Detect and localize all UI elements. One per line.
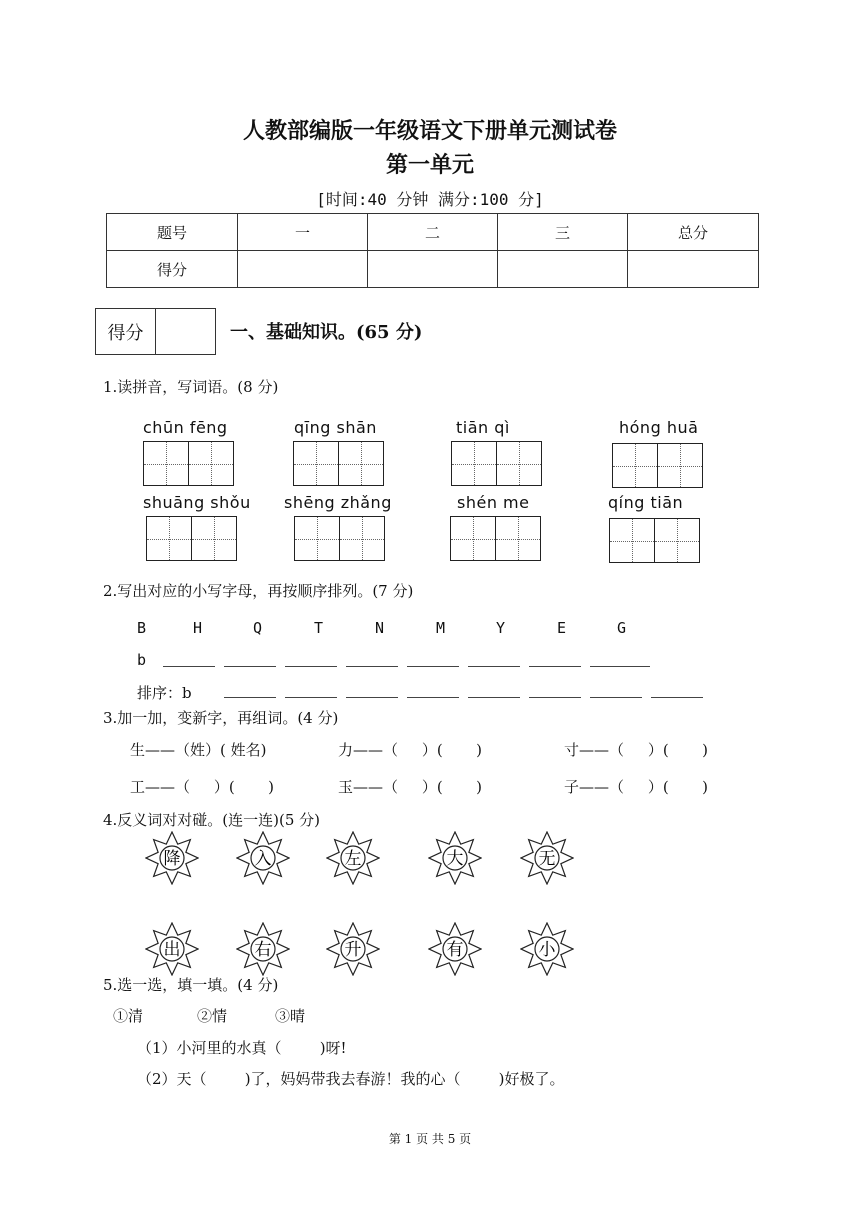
sort-label: 排序：b <box>137 684 192 702</box>
writing-grid[interactable] <box>609 518 698 563</box>
score-row-label: 得分 <box>107 251 238 288</box>
sort-blanks[interactable] <box>224 683 724 702</box>
sun-badge[interactable] <box>236 831 290 885</box>
uppercase-letter: G <box>617 619 627 637</box>
question-5-prompt: 5.选一选，填一填。(4 分) <box>103 976 279 994</box>
section-score-label: 得分 <box>96 309 156 354</box>
question-4-prompt: 4.反义词对对碰。(连一连)(5 分) <box>103 811 321 829</box>
uppercase-letter: N <box>375 619 385 637</box>
section-score-entry[interactable] <box>156 309 215 354</box>
pinyin-label: qíng tiān <box>608 493 684 512</box>
choice-option: ②情 <box>197 1007 228 1025</box>
question-1-prompt: 1.读拼音，写词语。(8 分) <box>103 378 279 396</box>
uppercase-letter: T <box>314 619 324 637</box>
sun-character: 降 <box>163 849 181 869</box>
writing-grid[interactable] <box>294 516 383 561</box>
sun-badge[interactable] <box>428 922 482 976</box>
score-table-score-row <box>107 251 759 288</box>
score-table-cell: 二 <box>368 214 498 251</box>
score-entry[interactable] <box>238 251 368 288</box>
uppercase-letter: E <box>557 619 567 637</box>
time-info: [时间:40 分钟 满分:100 分] <box>316 190 544 209</box>
writing-grid[interactable] <box>612 443 701 488</box>
lowercase-blanks[interactable] <box>163 652 663 671</box>
pinyin-label: qīng shān <box>294 418 377 437</box>
writing-grid[interactable] <box>143 441 232 486</box>
writing-grid[interactable] <box>451 441 540 486</box>
writing-grid[interactable] <box>146 516 235 561</box>
sun-character: 右 <box>254 940 272 960</box>
sun-badge[interactable] <box>520 922 574 976</box>
score-table-cell: 三 <box>498 214 628 251</box>
combine-item: 生——（姓）( 姓名) <box>130 741 267 759</box>
choice-option: ①清 <box>113 1007 144 1025</box>
combine-item[interactable]: 力——（ ）( ) <box>338 741 482 759</box>
writing-grid[interactable] <box>293 441 382 486</box>
question-3-prompt: 3.加一加，变新字，再组词。(4 分) <box>103 709 339 727</box>
combine-item[interactable]: 寸——（ ）( ) <box>564 741 708 759</box>
unit-subtitle: 第一单元 <box>385 152 474 178</box>
pinyin-label: shēng zhǎng <box>284 493 392 512</box>
pinyin-label: shuāng shǒu <box>143 493 251 512</box>
sun-character: 有 <box>446 940 464 960</box>
lowercase-example: b <box>137 651 147 669</box>
score-table-header-row <box>107 214 759 251</box>
sun-badge[interactable] <box>145 831 199 885</box>
page-footer: 第 1 页 共 5 页 <box>388 1132 472 1146</box>
writing-grid[interactable] <box>450 516 539 561</box>
uppercase-letter: Y <box>496 619 506 637</box>
sun-character: 大 <box>446 849 464 869</box>
score-table <box>106 213 759 288</box>
sun-badge[interactable] <box>326 922 380 976</box>
pinyin-label: hóng huā <box>619 418 699 437</box>
uppercase-letter: B <box>137 619 147 637</box>
section-title: 一、基础知识。(65 分) <box>230 322 423 343</box>
combine-item[interactable]: 子——（ ）( ) <box>564 778 708 796</box>
fill-sentence[interactable]: （1）小河里的水真（ )呀! <box>137 1039 347 1057</box>
pinyin-label: chūn fēng <box>143 418 228 437</box>
sun-character: 入 <box>254 849 272 869</box>
pinyin-label: tiān qì <box>456 418 510 437</box>
sun-character: 无 <box>538 849 556 869</box>
score-table-cell: 总分 <box>628 214 759 251</box>
pinyin-label: shén me <box>457 493 530 512</box>
uppercase-letter: Q <box>253 619 263 637</box>
sun-character: 升 <box>344 940 362 960</box>
uppercase-letter: H <box>193 619 203 637</box>
combine-item[interactable]: 工——（ ）( ) <box>130 778 274 796</box>
sun-character: 小 <box>538 940 556 960</box>
question-2-prompt: 2.写出对应的小写字母，再按顺序排列。(7 分) <box>103 582 414 600</box>
choice-option: ③晴 <box>275 1007 306 1025</box>
score-entry[interactable] <box>498 251 628 288</box>
section-score-box <box>95 308 216 355</box>
sun-character: 左 <box>344 849 362 869</box>
score-table-cell: 一 <box>238 214 368 251</box>
sun-badge[interactable] <box>428 831 482 885</box>
sun-badge[interactable] <box>326 831 380 885</box>
sun-badge[interactable] <box>236 922 290 976</box>
sun-character: 出 <box>163 940 181 960</box>
uppercase-letter: M <box>436 619 446 637</box>
fill-sentence[interactable]: （2）天（ )了，妈妈带我去春游！我的心（ )好极了。 <box>137 1070 565 1088</box>
sun-badge[interactable] <box>520 831 574 885</box>
combine-item[interactable]: 玉——（ ）( ) <box>338 778 482 796</box>
sun-badge[interactable] <box>145 922 199 976</box>
score-table-cell: 题号 <box>107 214 238 251</box>
score-entry[interactable] <box>628 251 759 288</box>
score-entry[interactable] <box>368 251 498 288</box>
document-title: 人教部编版一年级语文下册单元测试卷 <box>242 118 617 144</box>
